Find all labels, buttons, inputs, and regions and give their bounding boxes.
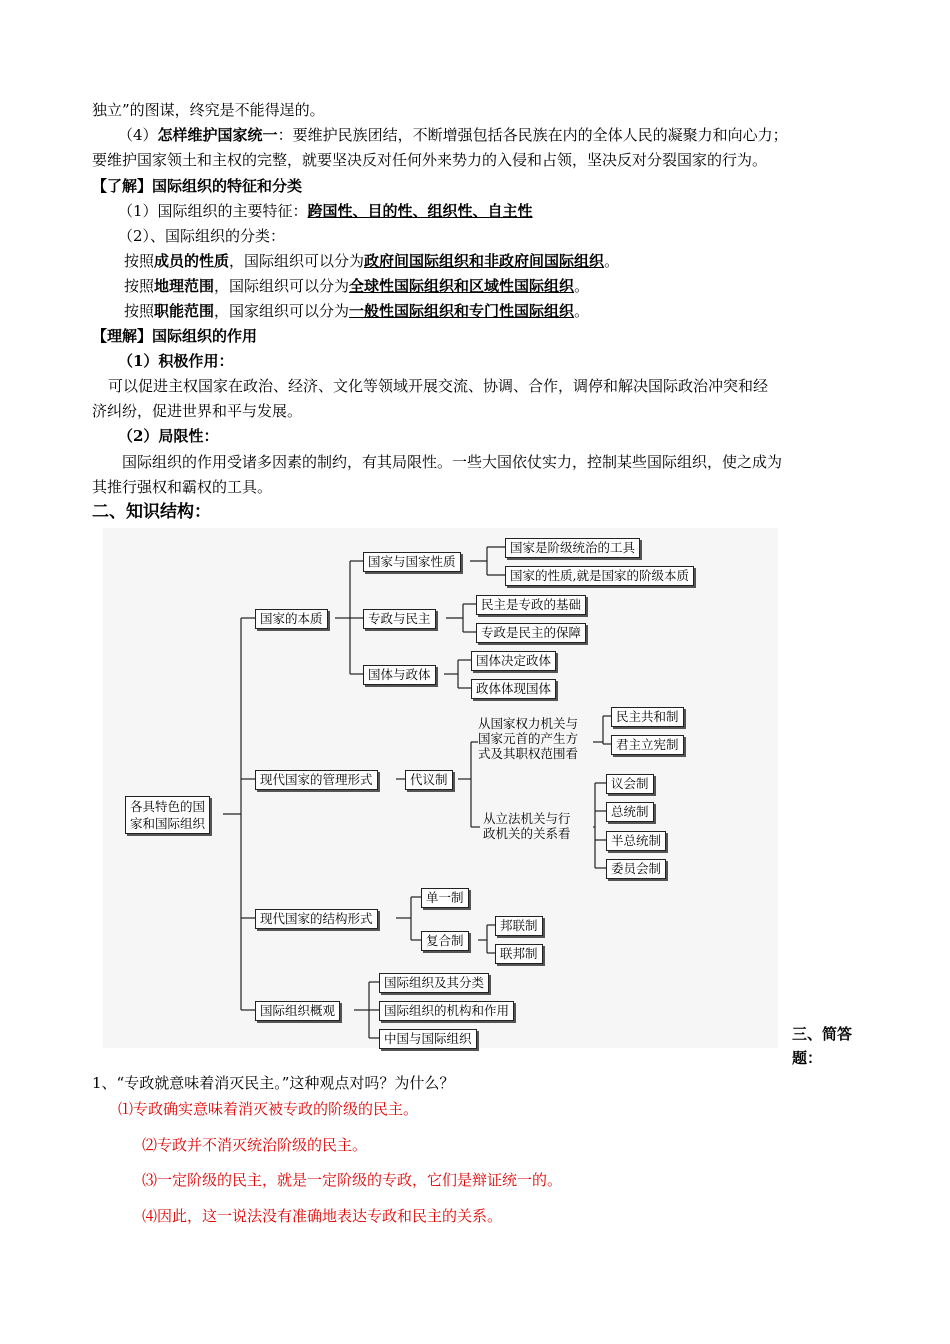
node-leaf: 半总统制 <box>606 831 666 851</box>
node-intl-overview: 国际组织概观 <box>255 1001 340 1021</box>
node-leaf: 邦联制 <box>495 916 543 936</box>
node-leaf: 联邦制 <box>495 944 543 964</box>
paragraph-line: 其推行强权和霸权的工具。 <box>92 478 273 496</box>
answer-line: ⑷因此，这一说法没有准确地表达专政和民主的关系。 <box>142 1207 503 1225</box>
node-leaf: 国际组织的机构和作用 <box>379 1001 514 1021</box>
node-leaf: 国家是阶级统治的工具 <box>505 538 640 558</box>
label-view-legislative: 从立法机关与行 政机关的关系看 <box>483 811 571 841</box>
node-leaf: 国际组织及其分类 <box>379 973 489 993</box>
node-leaf: 单一制 <box>421 888 469 908</box>
subheading: （2）局限性： <box>118 427 219 445</box>
section-title: 三、简答 题： <box>792 1025 853 1067</box>
subheading: （1）积极作用： <box>118 352 234 370</box>
label-view-power: 从国家权力机关与 国家元首的产生方 式及其职权范围看 <box>478 716 579 761</box>
node-compound: 复合制 <box>421 931 469 951</box>
node-structure-form: 现代国家的结构形式 <box>255 909 378 929</box>
node-management-form: 现代国家的管理形式 <box>255 770 378 790</box>
question: 1、“专政就意味着消灭民主。”这种观点对吗？为什么？ <box>92 1074 455 1092</box>
answer-line: ⑵专政并不消灭统治阶级的民主。 <box>142 1136 368 1154</box>
node-state-system: 国体与政体 <box>363 665 436 685</box>
paragraph-line: 济纠纷，促进世界和平与发展。 <box>92 402 303 420</box>
paragraph-line: 按照职能范围，国家组织可以分为一般性国际组织和专门性国际组织。 <box>124 302 590 320</box>
paragraph-line: （1）国际组织的主要特征：跨国性、目的性、组织性、自主性 <box>118 202 533 220</box>
node-state-essence: 国家的本质 <box>255 609 328 629</box>
root-node: 各具特色的国 家和国际组织 <box>125 796 210 834</box>
paragraph-line: 要维护国家领土和主权的完整，就要坚决反对任何外来势力的入侵和占领，坚决反对分裂国家的行为。 <box>92 151 768 169</box>
node-leaf: 总统制 <box>606 802 654 822</box>
node-leaf: 委员会制 <box>606 859 666 879</box>
node-leaf: 国体决定政体 <box>471 651 556 671</box>
section-heading: 【了解】国际组织的特征和分类 <box>92 177 303 195</box>
section-title: 二、知识结构： <box>92 502 211 522</box>
node-leaf: 中国与国际组织 <box>379 1029 477 1049</box>
node-leaf: 专政是民主的保障 <box>476 623 586 643</box>
answer-line: ⑶一定阶级的民主，就是一定阶级的专政，它们是辩证统一的。 <box>142 1171 563 1189</box>
node-leaf: 君主立宪制 <box>611 735 684 755</box>
paragraph-line: 按照成员的性质，国际组织可以分为政府间国际组织和非政府间国际组织。 <box>124 252 620 270</box>
node-representative-system: 代议制 <box>405 770 453 790</box>
paragraph-line: 可以促进主权国家在政治、经济、文化等领域开展交流、协调、合作，调停和解决国际政治冲突和经 <box>108 377 769 395</box>
knowledge-structure-diagram <box>103 528 778 1048</box>
node-leaf: 国家的性质,就是国家的阶级本质 <box>505 566 694 586</box>
answer-line: ⑴专政确实意味着消灭被专政的阶级的民主。 <box>118 1100 419 1118</box>
section-heading: 【理解】国际组织的作用 <box>92 327 258 345</box>
node-dictatorship-democracy: 专政与民主 <box>363 609 436 629</box>
paragraph-line: （2）、国际组织的分类： <box>118 227 286 245</box>
node-leaf: 民主是专政的基础 <box>476 595 586 615</box>
node-leaf: 政体体现国体 <box>471 679 556 699</box>
node-state-nature: 国家与国家性质 <box>363 552 461 572</box>
paragraph-line: 按照地理范围，国际组织可以分为全球性国际组织和区域性国际组织。 <box>124 277 590 295</box>
paragraph-line: 国际组织的作用受诸多因素的制约，有其局限性。一些大国依仗实力，控制某些国际组织，使之成为 <box>122 453 783 471</box>
paragraph-line: （4）怎样维护国家统一：要维护民族团结，不断增强包括各民族在内的全体人民的凝聚力和向心力； <box>118 126 788 144</box>
node-leaf: 民主共和制 <box>611 707 684 727</box>
node-leaf: 议会制 <box>606 774 654 794</box>
paragraph-line: 独立”的图谋，终究是不能得逞的。 <box>92 101 325 119</box>
